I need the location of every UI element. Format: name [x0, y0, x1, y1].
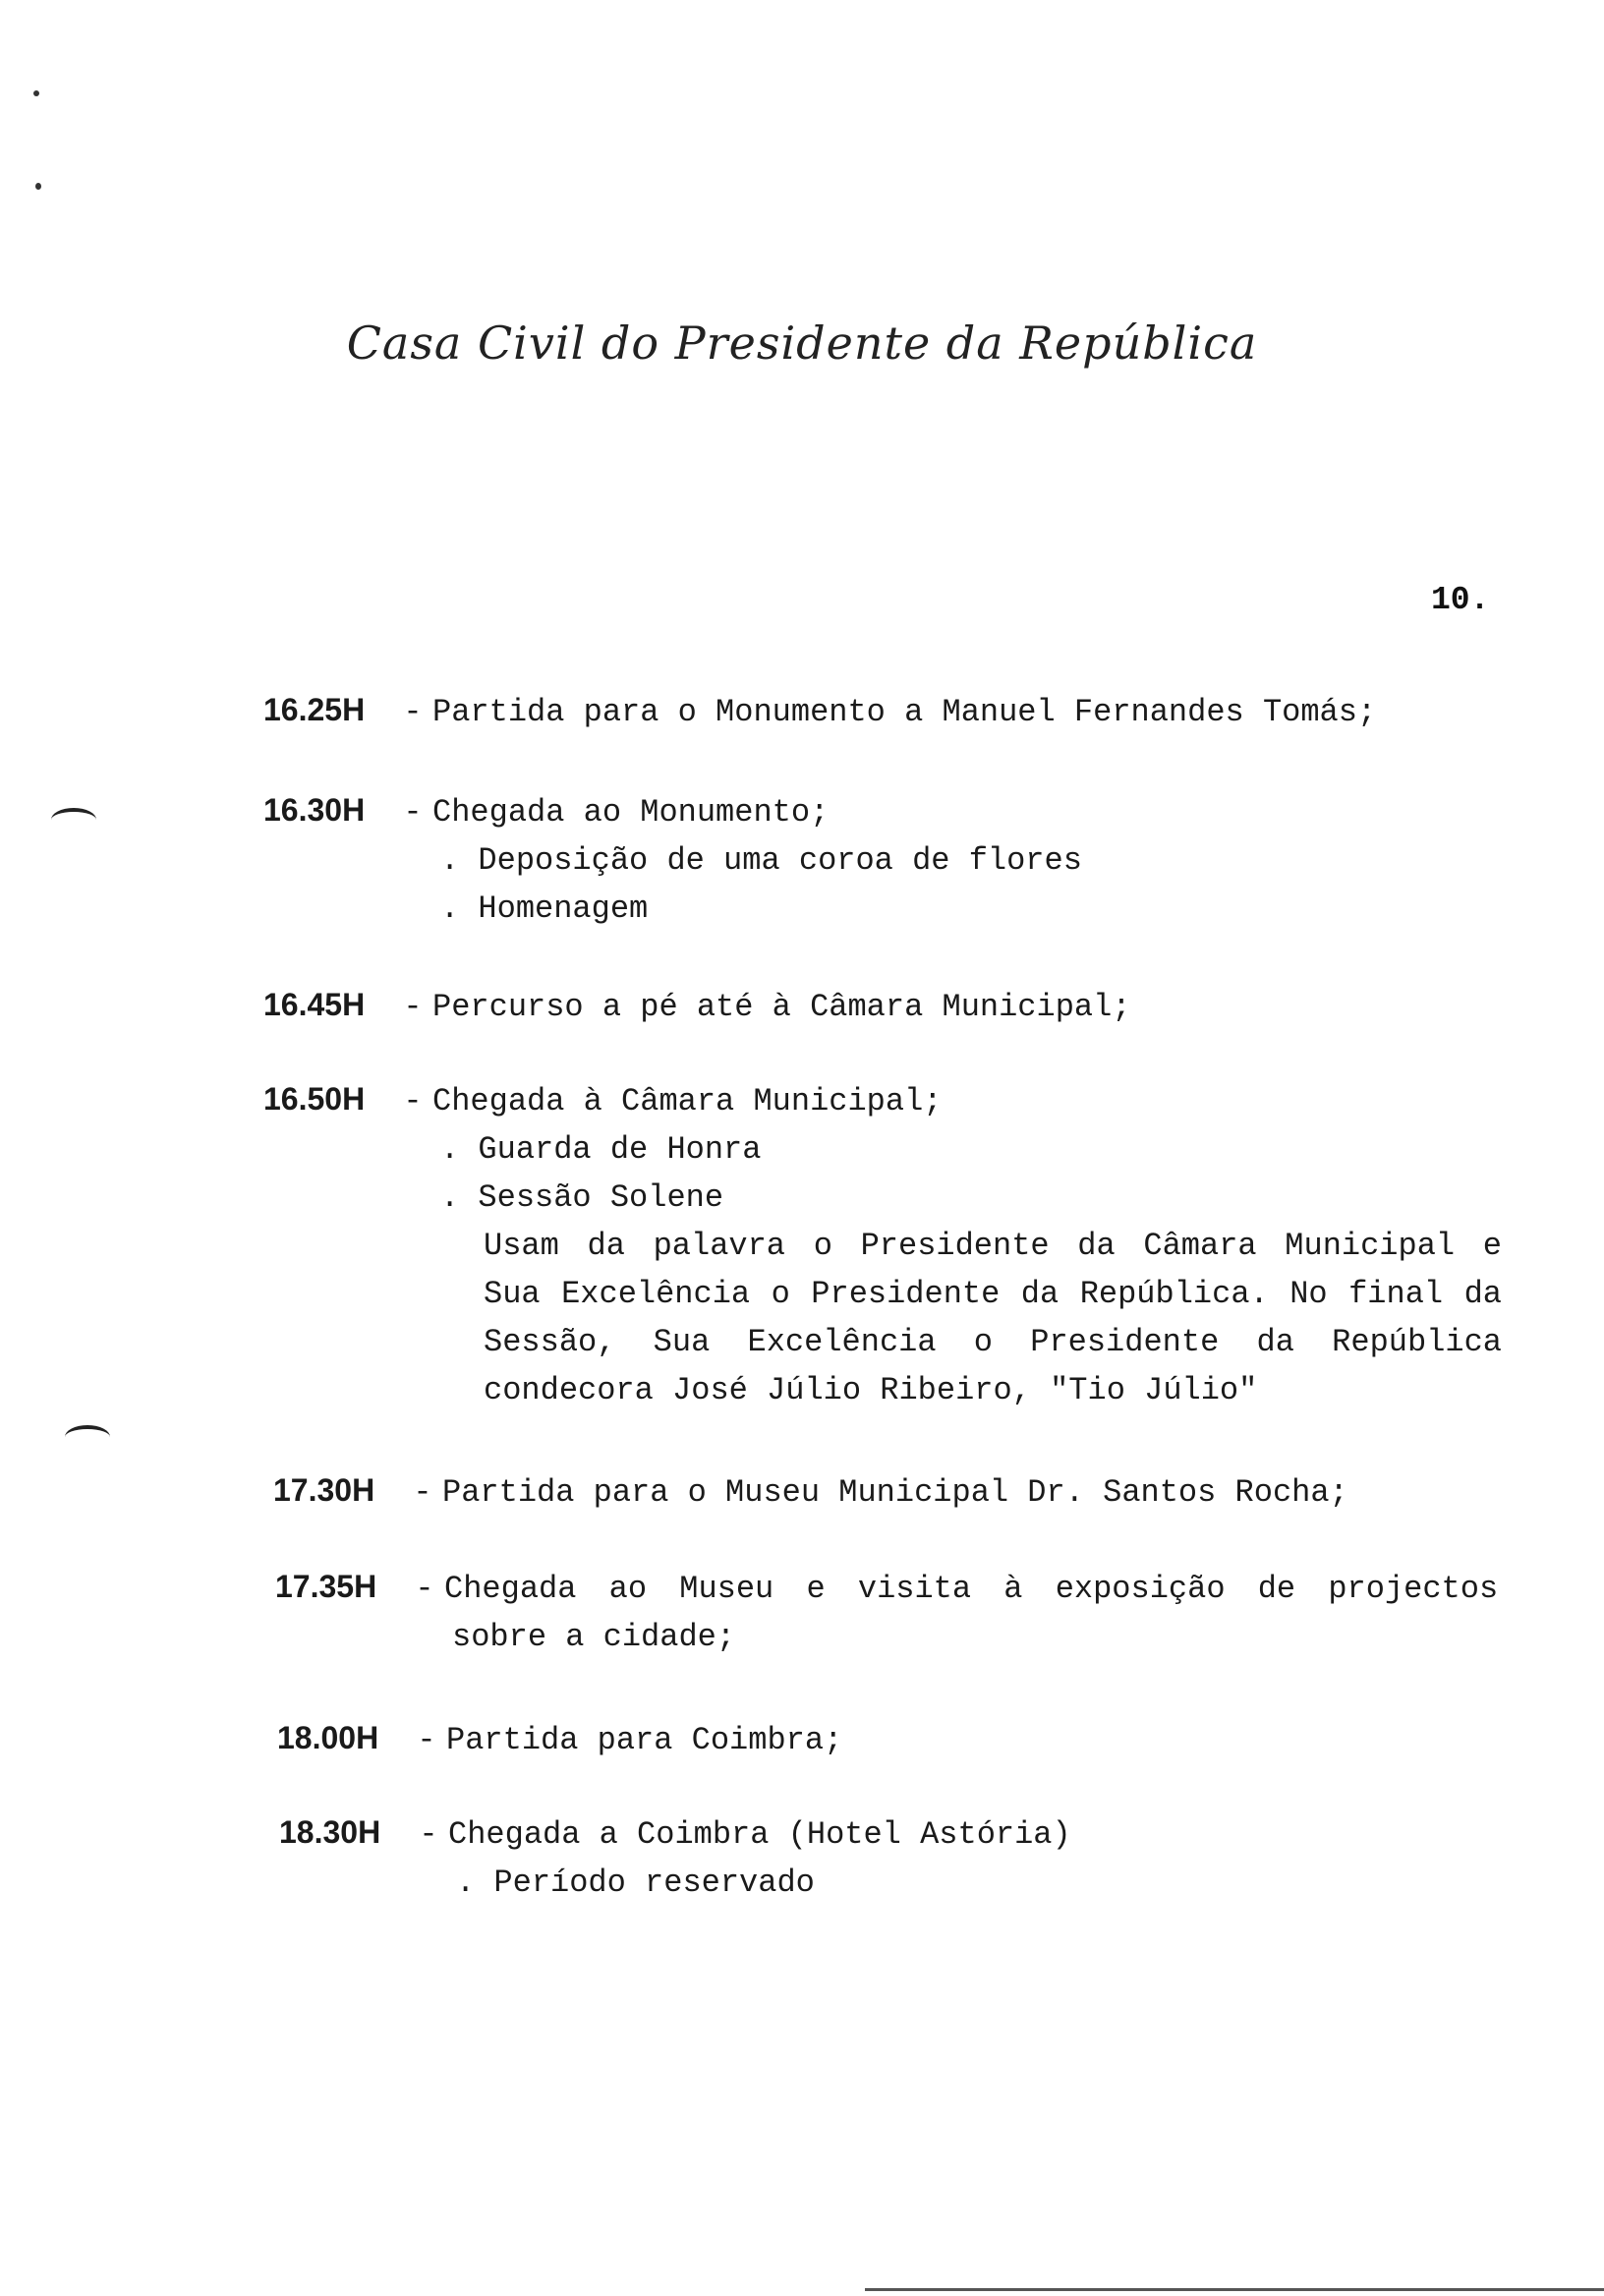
entry-paragraph: Usam da palavra o Presidente da Câmara Municipal e Sua Excelência o Presidente da República. No final da Sessão, Sua Excelência o Presidente da República condecora José Júlio Ribeiro, "Tio Júlio" — [484, 1228, 1502, 1408]
entry-line — [273, 1466, 1551, 1517]
entry-text: Chegada a Coimbra (Hotel Astória) — [448, 1816, 1071, 1853]
entry-line — [275, 1563, 1553, 1613]
entry-line — [279, 1808, 1557, 1859]
entry-item: . Sessão Solene — [440, 1179, 724, 1216]
punch-hole-mark — [65, 1425, 110, 1449]
entry-text: Chegada ao Museu e visita à exposição de projectos — [444, 1571, 1499, 1607]
entry-dash: - — [417, 1722, 436, 1758]
entry-text: Chegada à Câmara Municipal; — [432, 1083, 943, 1119]
page-number: 10. — [1431, 582, 1490, 618]
entry-item: . Período reservado — [456, 1865, 815, 1901]
entry-dash: - — [403, 794, 423, 831]
schedule-entry — [279, 1808, 1557, 1907]
letterhead: Casa Civil do Presidente da República — [346, 316, 1258, 370]
entry-text: Partida para o Museu Municipal Dr. Santos Rocha; — [442, 1474, 1348, 1511]
entry-dash: - — [415, 1571, 434, 1607]
entry-time: 17.30H — [273, 1472, 375, 1508]
schedule-entry — [263, 786, 1541, 933]
punch-hole-mark — [51, 808, 96, 832]
entry-item: . Homenagem — [440, 890, 649, 927]
entry-dash: - — [403, 694, 423, 730]
schedule-entry — [263, 1075, 1541, 1414]
entry-time: 16.30H — [263, 792, 366, 828]
bottom-edge-rule — [865, 2288, 1604, 2291]
schedule-entry — [263, 686, 1541, 736]
entry-text: Percurso a pé até à Câmara Municipal; — [432, 989, 1131, 1025]
entry-item: . Deposição de uma coroa de flores — [440, 842, 1082, 879]
entry-time: 16.45H — [263, 987, 366, 1022]
schedule-entry — [277, 1714, 1555, 1764]
entry-item: . Guarda de Honra — [440, 1131, 762, 1168]
entry-line — [263, 686, 1541, 736]
entry-text: Partida para Coimbra; — [446, 1722, 843, 1758]
entry-time: 16.50H — [263, 1081, 366, 1117]
schedule-entry — [263, 981, 1541, 1031]
scan-speck — [35, 183, 41, 190]
schedule-entry — [275, 1563, 1553, 1661]
scan-speck — [33, 90, 39, 96]
entry-dash: - — [403, 989, 423, 1025]
entry-line — [277, 1714, 1555, 1764]
entry-line — [263, 1075, 1541, 1125]
entry-time: 18.00H — [277, 1720, 379, 1755]
entry-dash: - — [419, 1816, 438, 1853]
entry-text: Chegada ao Monumento; — [432, 794, 830, 831]
schedule-entry — [273, 1466, 1551, 1517]
entry-line — [263, 786, 1541, 836]
entry-time: 18.30H — [279, 1814, 381, 1850]
entry-dash: - — [403, 1083, 423, 1119]
entry-continuation: sobre a cidade; — [452, 1619, 736, 1655]
entry-text: Partida para o Monumento a Manuel Fernandes Tomás; — [432, 694, 1377, 730]
entry-dash: - — [413, 1474, 432, 1511]
entry-time: 17.35H — [275, 1569, 377, 1604]
entry-time: 16.25H — [263, 692, 366, 727]
entry-line — [263, 981, 1541, 1031]
